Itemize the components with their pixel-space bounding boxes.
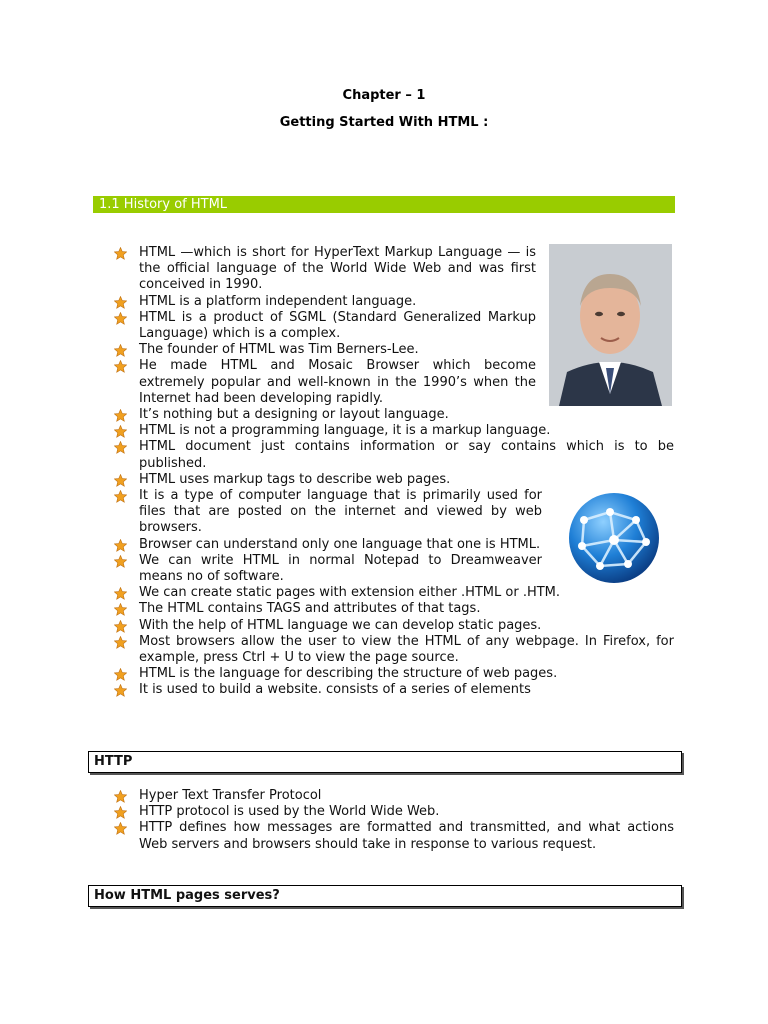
list-item: [114, 407, 674, 423]
list-item: [114, 342, 536, 358]
list-item-text: It’s nothing but a designing or layout language.: [139, 407, 449, 423]
list-item-text: HTTP protocol is used by the World Wide Web.: [139, 804, 440, 820]
list-item-text: It is a type of computer language that is primarily used for files that are posted on the internet and viewed by web browsers.: [139, 488, 542, 536]
list-item: [114, 788, 674, 804]
list-item: [114, 245, 536, 294]
star-bullet-icon: [114, 360, 127, 373]
list-item: [114, 472, 674, 488]
star-bullet-icon: [114, 490, 127, 503]
list-item: [114, 804, 674, 820]
list-item-text: HTML is the language for describing the structure of web pages.: [139, 666, 558, 682]
list-item-text: HTML —which is short for HyperText Markup Language — is the official language of the World Wide Web and was first conceived in 1990.: [139, 245, 536, 293]
list-item-text: HTML is a product of SGML (Standard Generalized Markup Language) which is a complex.: [139, 309, 536, 342]
star-bullet-icon: [114, 620, 127, 633]
star-bullet-icon: [114, 684, 127, 697]
list-item-text: The founder of HTML was Tim Berners-Lee.: [139, 342, 419, 358]
section-heading-history: 1.1 History of HTML: [93, 196, 675, 213]
list-item-text: We can write HTML in normal Notepad to Dreamweaver means no of software.: [139, 552, 542, 585]
list-item-text: HTML document just contains information or say contains which is to be published.: [139, 439, 674, 471]
list-item: [114, 601, 674, 617]
list-item-text: Hyper Text Transfer Protocol: [139, 788, 322, 803]
list-item: [114, 310, 536, 342]
list-item: [114, 634, 674, 666]
list-item-text: Browser can understand only one language that one is HTML.: [139, 536, 541, 552]
star-bullet-icon: [114, 296, 127, 309]
star-bullet-icon: [114, 636, 127, 649]
list-item: [114, 618, 674, 634]
star-bullet-icon: [114, 425, 127, 438]
list-item-text: HTML is a platform independent language.: [139, 293, 417, 309]
star-bullet-icon: [114, 539, 127, 552]
star-bullet-icon: [114, 822, 127, 835]
list-item-text: HTTP defines how messages are formatted and transmitted, and what actions Web servers and browsers should take in response to various request.: [139, 820, 674, 852]
list-item: [114, 682, 674, 698]
star-bullet-icon: [114, 603, 127, 616]
list-item: [114, 294, 536, 310]
star-bullet-icon: [114, 555, 127, 568]
section-heading-http: HTTP: [88, 751, 682, 773]
star-bullet-icon: [114, 247, 127, 260]
list-item: [114, 585, 674, 601]
http-bullet-list: [114, 788, 674, 853]
list-item: [114, 820, 674, 852]
list-item: [114, 358, 536, 407]
list-item: [114, 439, 674, 471]
list-item-text: It is used to build a website. consists of a series of elements: [139, 682, 531, 698]
star-bullet-icon: [114, 668, 127, 681]
star-bullet-icon: [114, 806, 127, 819]
list-item: [114, 423, 674, 439]
star-bullet-icon: [114, 312, 127, 325]
star-bullet-icon: [114, 344, 127, 357]
list-item: [114, 553, 542, 585]
star-bullet-icon: [114, 441, 127, 454]
star-bullet-icon: [114, 790, 127, 803]
list-item-text: With the help of HTML language we can develop static pages.: [139, 617, 542, 633]
list-item: [114, 537, 542, 553]
star-bullet-icon: [114, 474, 127, 487]
star-bullet-icon: [114, 409, 127, 422]
list-item-text: Most browsers allow the user to view the HTML of any webpage. In Firefox, for example, press Ctrl + U to view the page source.: [139, 633, 674, 666]
list-item: [114, 488, 542, 537]
section-heading-how-html-pages-serves: How HTML pages serves?: [88, 885, 682, 907]
list-item: [114, 666, 674, 682]
chapter-subtitle: Getting Started With HTML :: [279, 115, 489, 130]
list-item-text: He made HTML and Mosaic Browser which become extremely popular and well-known in the 1990’s when the Internet had been developing rapidly.: [139, 358, 536, 406]
chapter-title: Chapter – 1: [342, 88, 426, 103]
star-bullet-icon: [114, 587, 127, 600]
history-bullet-list: [114, 245, 674, 699]
list-item-text: HTML is not a programming language, it is a markup language.: [139, 423, 551, 439]
list-item-text: We can create static pages with extension either .HTML or .HTM.: [139, 585, 561, 601]
list-item-text: The HTML contains TAGS and attributes of that tags.: [139, 601, 481, 617]
list-item-text: HTML uses markup tags to describe web pages.: [139, 471, 451, 487]
